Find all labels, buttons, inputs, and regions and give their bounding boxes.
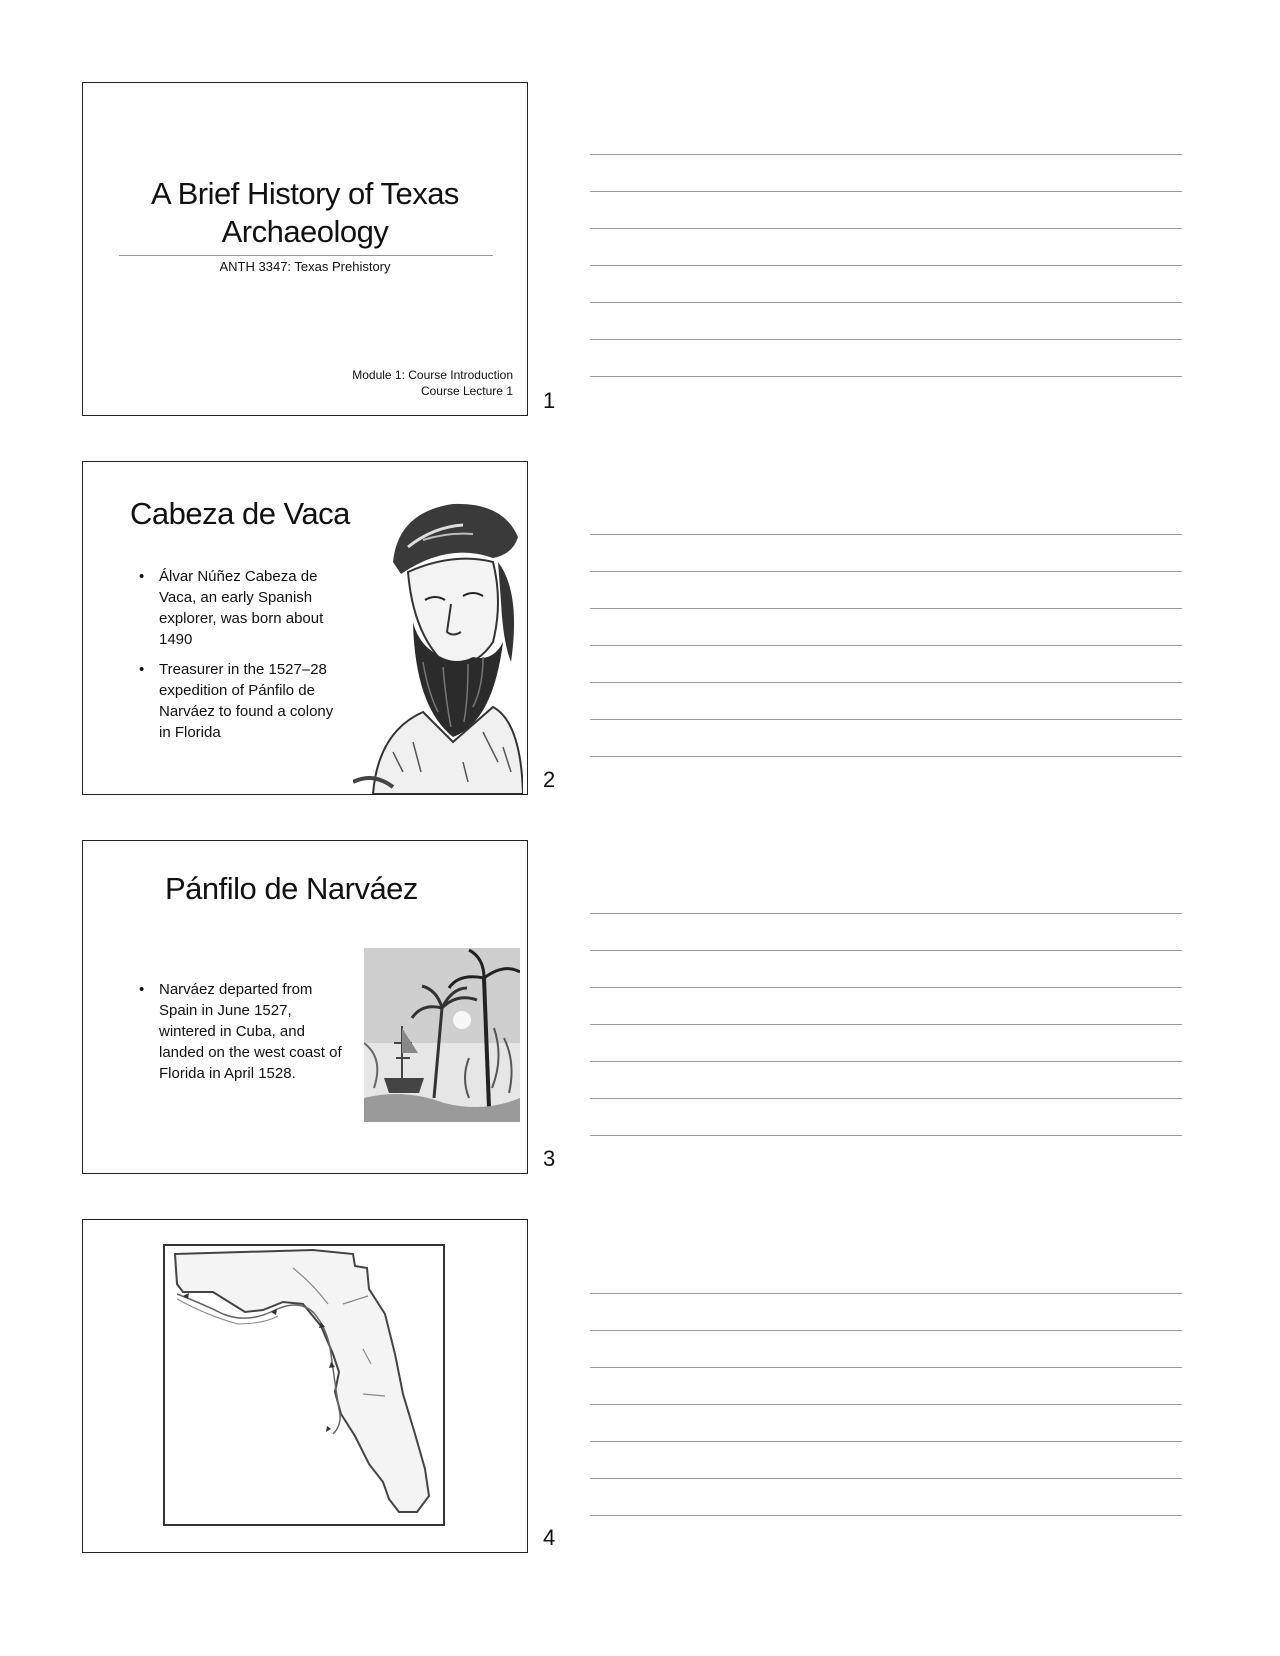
notes-line bbox=[590, 913, 1182, 914]
notes-line bbox=[590, 1478, 1182, 1479]
notes-line bbox=[590, 1135, 1182, 1136]
notes-line bbox=[590, 1441, 1182, 1442]
slide-number: 4 bbox=[543, 1525, 556, 1550]
title-divider bbox=[119, 255, 493, 256]
notes-line bbox=[590, 534, 1182, 535]
notes-line bbox=[590, 756, 1182, 757]
notes-line bbox=[590, 1515, 1182, 1516]
footer-lecture: Course Lecture 1 bbox=[420, 384, 513, 398]
notes-line bbox=[590, 265, 1182, 266]
notes-line bbox=[590, 302, 1182, 303]
notes-line bbox=[590, 571, 1182, 572]
slide-1 bbox=[82, 82, 528, 416]
bullet-item: • Álvar Núñez Cabeza de Vaca, an early Spanish explorer, was born about 1490 bbox=[135, 566, 345, 650]
notes-line bbox=[590, 645, 1182, 646]
notes-line bbox=[590, 682, 1182, 683]
notes-line bbox=[590, 1024, 1182, 1025]
portrait-engraving-icon bbox=[353, 492, 523, 794]
notes-line bbox=[590, 1061, 1182, 1062]
notes-line bbox=[590, 1098, 1182, 1099]
slide-title: Cabeza de Vaca bbox=[130, 496, 350, 531]
notes-line bbox=[590, 987, 1182, 988]
notes-line bbox=[590, 228, 1182, 229]
slide-title: Pánfilo de Narváez bbox=[165, 871, 418, 906]
notes-line bbox=[590, 376, 1182, 377]
bullet-list bbox=[135, 979, 345, 1093]
florida-route-map-icon bbox=[163, 1244, 445, 1526]
notes-line bbox=[590, 950, 1182, 951]
bullet-item: • Narváez departed from Spain in June 1527, wintered in Cuba, and landed on the west coast of Florida in April 1528. bbox=[135, 979, 345, 1084]
notes-line bbox=[590, 719, 1182, 720]
notes-line bbox=[590, 1404, 1182, 1405]
slide-footer bbox=[352, 367, 513, 399]
bullet-list bbox=[135, 566, 345, 752]
ship-landing-engraving-icon bbox=[364, 948, 520, 1122]
title-line-1: A Brief History of Texas bbox=[151, 176, 459, 211]
slide-title bbox=[83, 175, 527, 251]
notes-line bbox=[590, 191, 1182, 192]
bullet-item: • Treasurer in the 1527–28 expedition of Pánfilo de Narváez to found a colony in Florida bbox=[135, 659, 345, 743]
slide-2 bbox=[82, 461, 528, 795]
notes-line bbox=[590, 1367, 1182, 1368]
slide-number: 1 bbox=[543, 388, 556, 413]
slide-number: 2 bbox=[543, 767, 556, 792]
notes-line bbox=[590, 1330, 1182, 1331]
notes-line bbox=[590, 154, 1182, 155]
slide-subtitle: ANTH 3347: Texas Prehistory bbox=[219, 259, 391, 274]
footer-module: Module 1: Course Introduction bbox=[352, 368, 513, 382]
notes-line bbox=[590, 1293, 1182, 1294]
title-line-2: Archaeology bbox=[221, 214, 389, 249]
slide-4 bbox=[82, 1219, 528, 1553]
slide-number: 3 bbox=[543, 1146, 556, 1171]
notes-line bbox=[590, 608, 1182, 609]
slide-3 bbox=[82, 840, 528, 1174]
notes-line bbox=[590, 339, 1182, 340]
